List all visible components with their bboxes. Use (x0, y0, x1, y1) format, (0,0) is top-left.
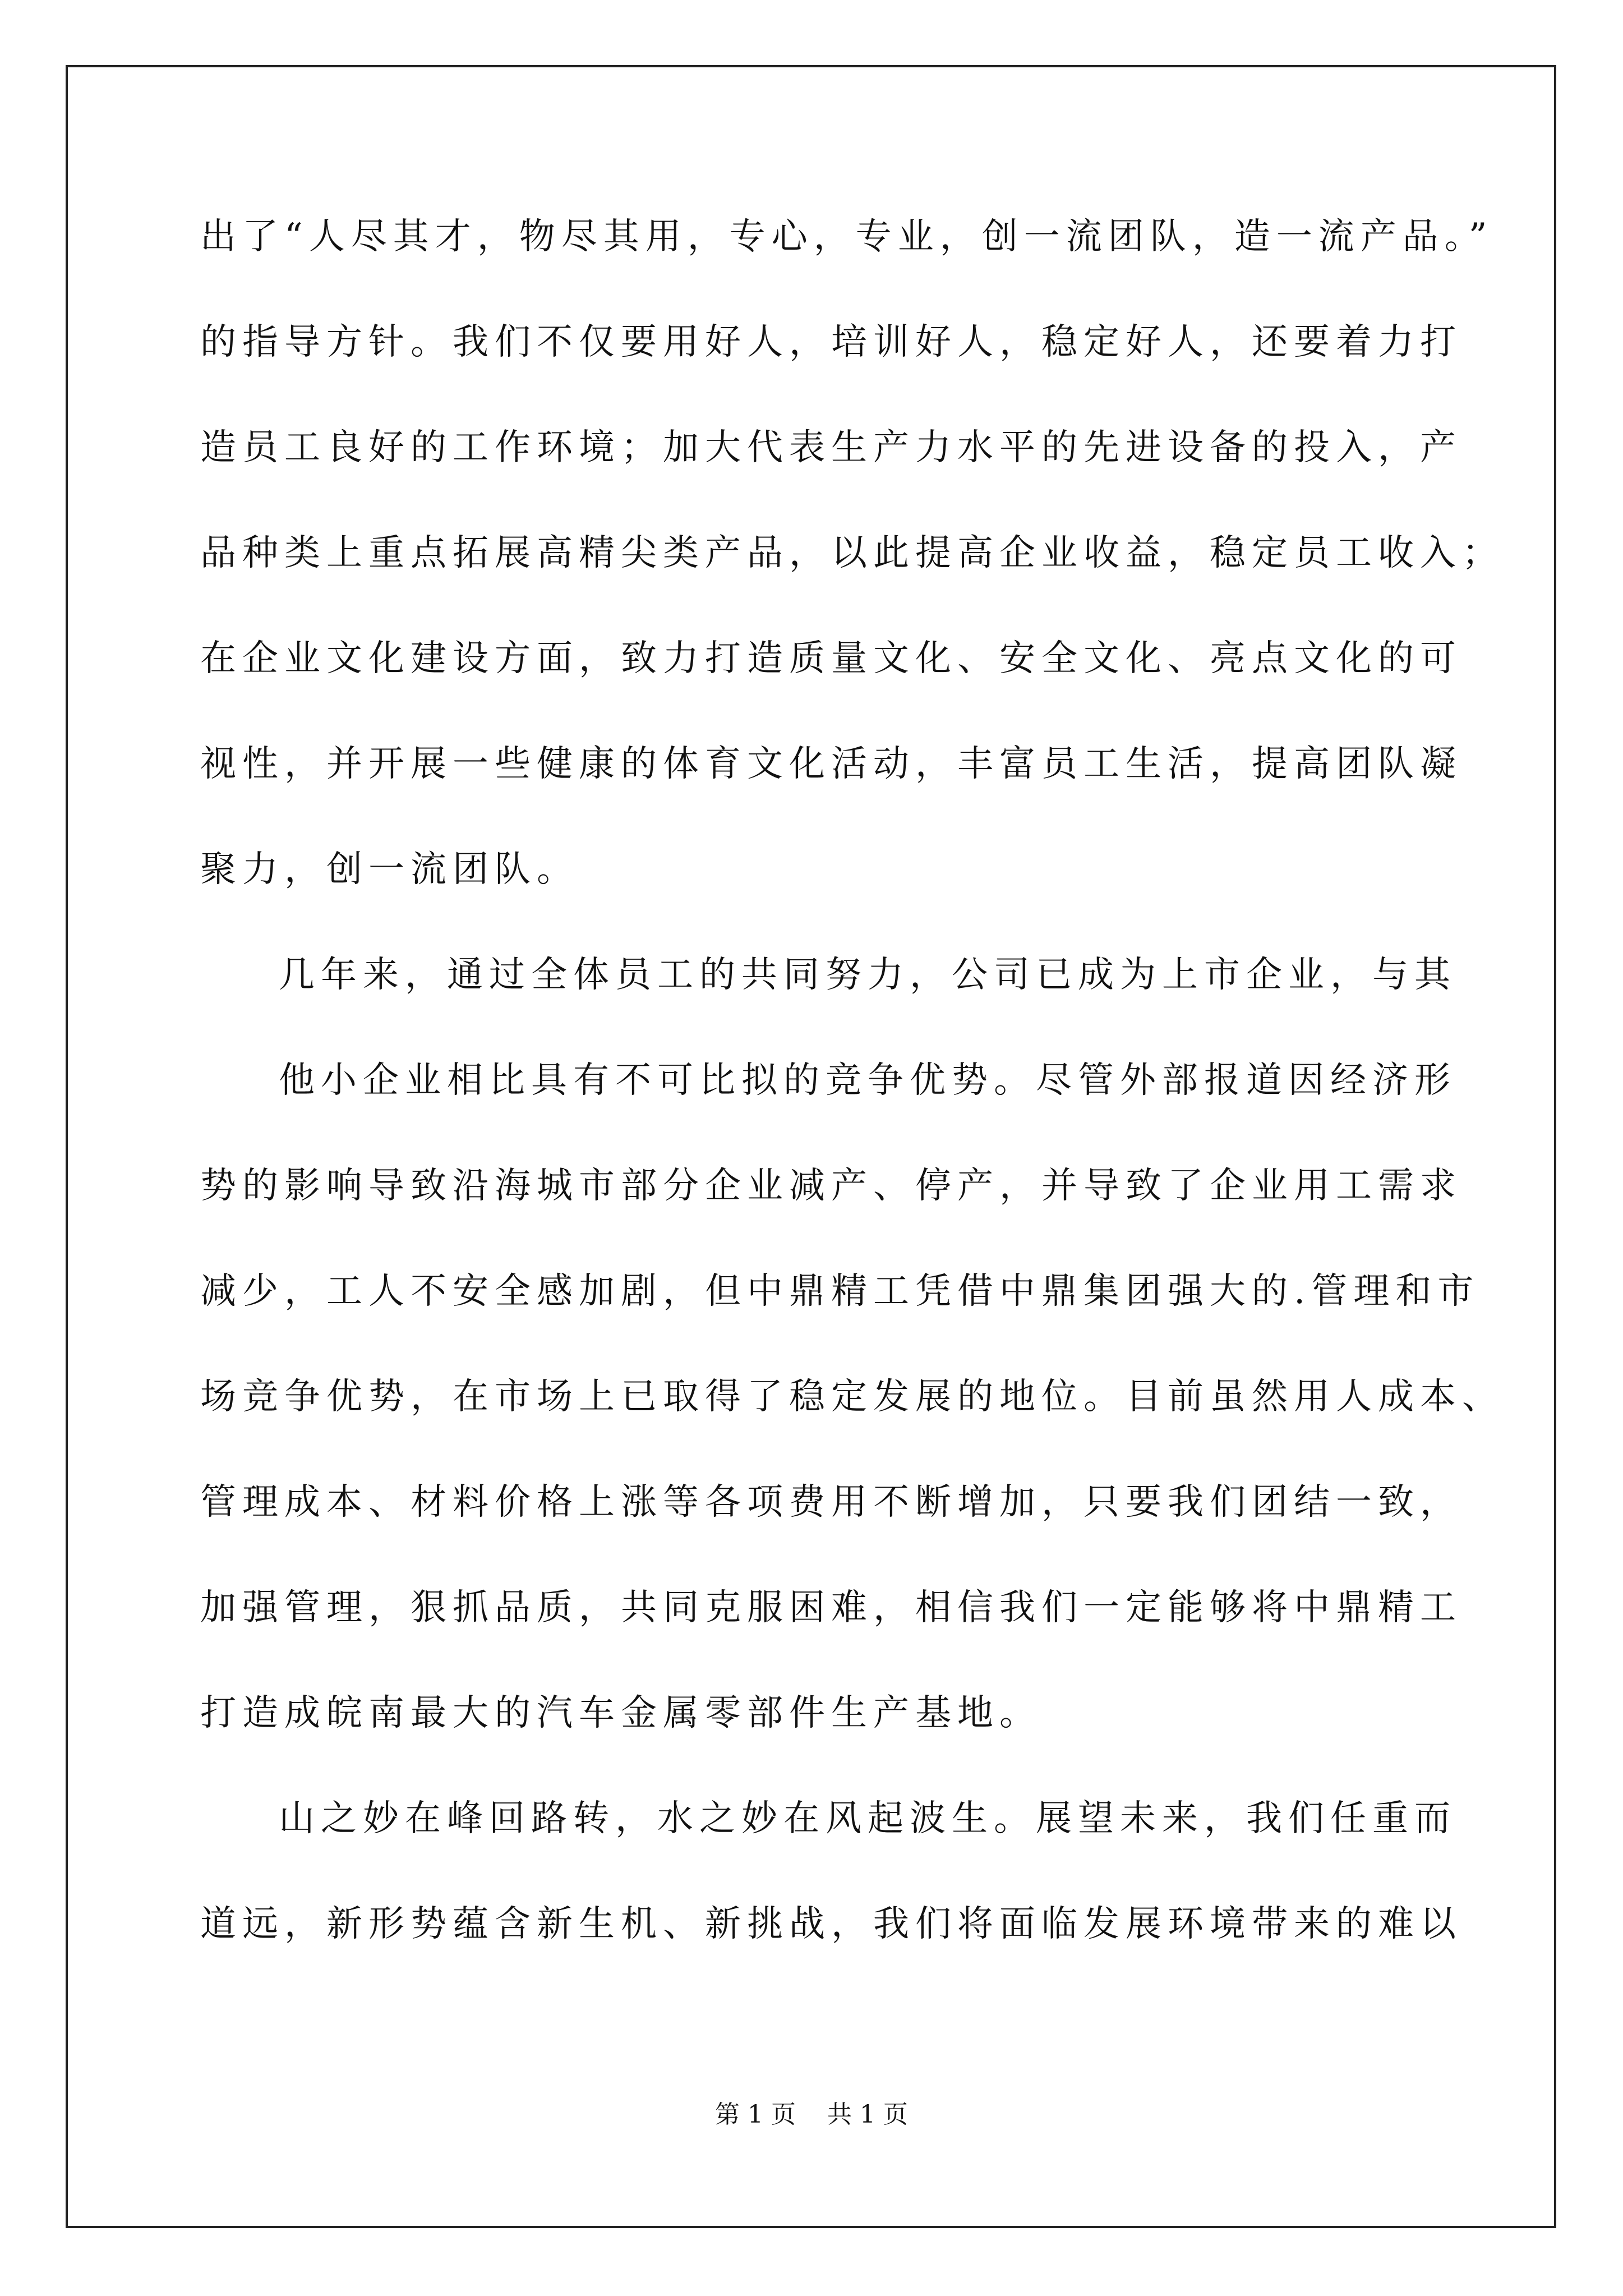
text-line: 聚力，创一流团队。 (200, 849, 579, 890)
text-line: 势的影响导致沿海城市部分企业减产、停产，并导致了企业用工需求 (200, 1165, 1462, 1207)
text-line: 视性，并开展一些健康的体育文化活动，丰富员工生活，提高团队凝 (200, 743, 1462, 785)
text-line: 打造成皖南最大的汽车金属零部件生产基地。 (200, 1692, 1041, 1734)
document-body (200, 209, 1504, 2001)
text-line: 道远，新形势蕴含新生机、新挑战，我们将面临发展环境带来的难以 (200, 1903, 1462, 1945)
text-line: 品种类上重点拓展高精尖类产品，以此提高企业收益，稳定员工收入； (200, 532, 1504, 574)
text-line: 场竞争优势，在市场上已取得了稳定发展的地位。目前虽然用人成本、 (200, 1376, 1504, 1418)
text-line: 他小企业相比具有不可比拟的竞争优势。尽管外部报道因经济形 (279, 1060, 1456, 1101)
text-line: 在企业文化建设方面，致力打造质量文化、安全文化、亮点文化的可 (200, 638, 1462, 679)
text-line: 加强管理，狠抓品质，共同克服困难，相信我们一定能够将中鼎精工 (200, 1587, 1462, 1628)
text-line: 管理成本、材料价格上涨等各项费用不断增加，只要我们团结一致， (200, 1481, 1462, 1523)
page-footer (0, 2098, 1623, 2132)
text-line: 的指导方针。我们不仅要用好人，培训好人，稳定好人，还要着力打 (200, 321, 1462, 363)
paragraph-start-line: 几年来，通过全体员工的共同努力，公司已成为上市企业，与其 (279, 954, 1456, 996)
text-line: 出了“人尽其才，物尽其用，专心，专业，创一流团队，造一流产品。” (200, 216, 1493, 257)
text-line: 减少，工人不安全感加剧，但中鼎精工凭借中鼎集团强大的.管理和市 (200, 1271, 1480, 1312)
paragraph-start-line: 山之妙在峰回路转，水之妙在风起波生。展望未来，我们任重而 (279, 1798, 1456, 1839)
page-number-label: 第 1 页 共 1 页 (715, 2100, 908, 2129)
text-line: 造员工良好的工作环境；加大代表生产力水平的先进设备的投入，产 (200, 427, 1462, 468)
